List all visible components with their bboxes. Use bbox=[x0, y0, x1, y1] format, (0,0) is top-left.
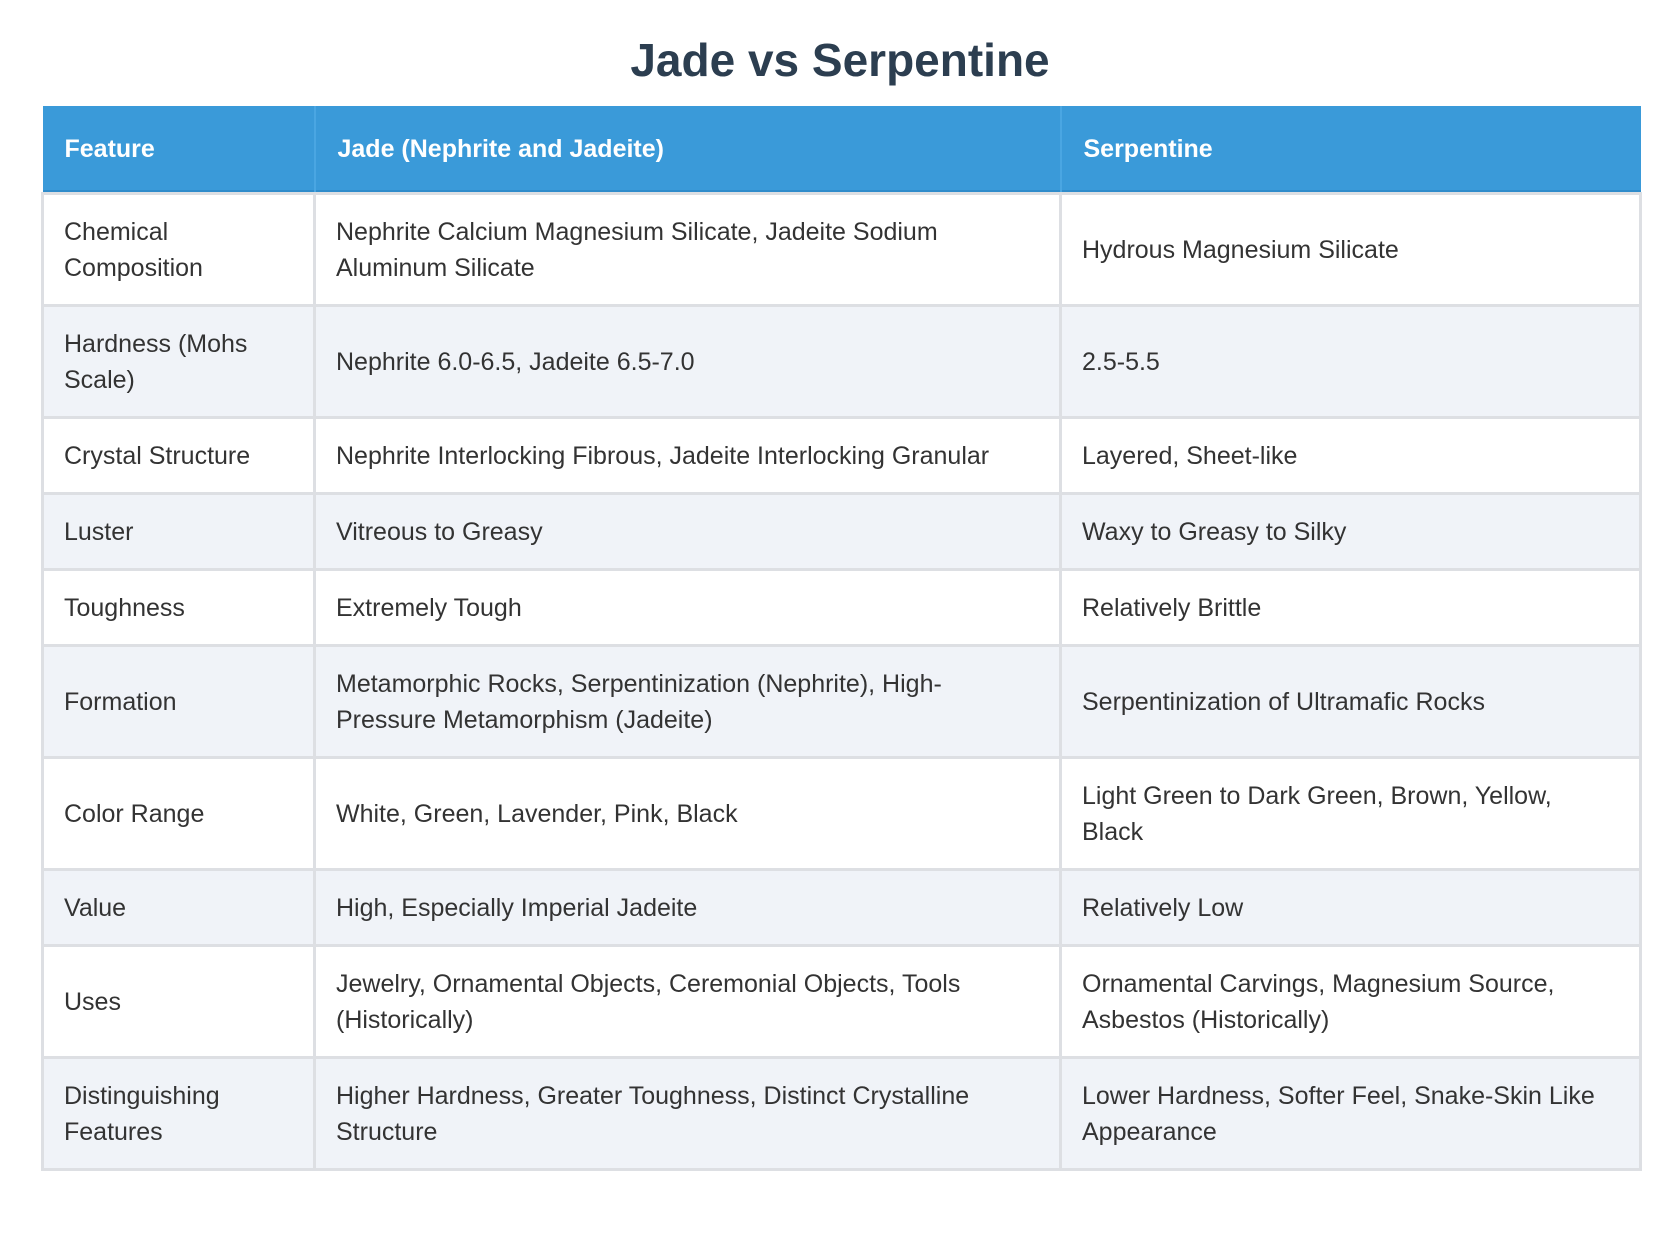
serpentine-cell: Relatively Brittle bbox=[1061, 570, 1641, 646]
serpentine-cell: Lower Hardness, Softer Feel, Snake-Skin Like Appearance bbox=[1061, 1058, 1641, 1170]
jade-cell: Nephrite 6.0-6.5, Jadeite 6.5-7.0 bbox=[315, 306, 1061, 418]
jade-cell: High, Especially Imperial Jadeite bbox=[315, 870, 1061, 946]
jade-cell: Nephrite Interlocking Fibrous, Jadeite Interlocking Granular bbox=[315, 418, 1061, 494]
feature-cell: Formation bbox=[43, 646, 315, 758]
feature-cell: Distinguishing Features bbox=[43, 1058, 315, 1170]
table-row bbox=[43, 758, 1641, 870]
serpentine-cell: Serpentinization of Ultramafic Rocks bbox=[1061, 646, 1641, 758]
header-row bbox=[43, 106, 1641, 194]
table-row bbox=[43, 494, 1641, 570]
page-title: Jade vs Serpentine bbox=[630, 34, 1050, 86]
serpentine-cell: Hydrous Magnesium Silicate bbox=[1061, 194, 1641, 306]
table-row bbox=[43, 418, 1641, 494]
feature-cell: Hardness (Mohs Scale) bbox=[43, 306, 315, 418]
table-row bbox=[43, 570, 1641, 646]
comparison-table bbox=[41, 106, 1642, 1171]
header-serpentine: Serpentine bbox=[1061, 106, 1641, 194]
header-feature: Feature bbox=[43, 106, 315, 194]
feature-cell: Luster bbox=[43, 494, 315, 570]
table-row bbox=[43, 870, 1641, 946]
table-row bbox=[43, 946, 1641, 1058]
table-row bbox=[43, 1058, 1641, 1170]
jade-cell: Extremely Tough bbox=[315, 570, 1061, 646]
jade-cell: Higher Hardness, Greater Toughness, Distinct Crystalline Structure bbox=[315, 1058, 1061, 1170]
serpentine-cell: Light Green to Dark Green, Brown, Yellow, Black bbox=[1061, 758, 1641, 870]
feature-cell: Toughness bbox=[43, 570, 315, 646]
jade-cell: White, Green, Lavender, Pink, Black bbox=[315, 758, 1061, 870]
serpentine-cell: Waxy to Greasy to Silky bbox=[1061, 494, 1641, 570]
header-jade: Jade (Nephrite and Jadeite) bbox=[315, 106, 1061, 194]
table-row bbox=[43, 306, 1641, 418]
feature-cell: Crystal Structure bbox=[43, 418, 315, 494]
feature-cell: Chemical Composition bbox=[43, 194, 315, 306]
jade-cell: Jewelry, Ornamental Objects, Ceremonial Objects, Tools (Historically) bbox=[315, 946, 1061, 1058]
serpentine-cell: 2.5-5.5 bbox=[1061, 306, 1641, 418]
feature-cell: Value bbox=[43, 870, 315, 946]
table-header bbox=[43, 106, 1641, 194]
feature-cell: Uses bbox=[43, 946, 315, 1058]
jade-cell: Metamorphic Rocks, Serpentinization (Nephrite), High-Pressure Metamorphism (Jadeite) bbox=[315, 646, 1061, 758]
serpentine-cell: Relatively Low bbox=[1061, 870, 1641, 946]
jade-cell: Vitreous to Greasy bbox=[315, 494, 1061, 570]
table-body bbox=[43, 194, 1641, 1170]
jade-cell: Nephrite Calcium Magnesium Silicate, Jadeite Sodium Aluminum Silicate bbox=[315, 194, 1061, 306]
table-row bbox=[43, 194, 1641, 306]
feature-cell: Color Range bbox=[43, 758, 315, 870]
table-row bbox=[43, 646, 1641, 758]
serpentine-cell: Ornamental Carvings, Magnesium Source, Asbestos (Historically) bbox=[1061, 946, 1641, 1058]
serpentine-cell: Layered, Sheet-like bbox=[1061, 418, 1641, 494]
